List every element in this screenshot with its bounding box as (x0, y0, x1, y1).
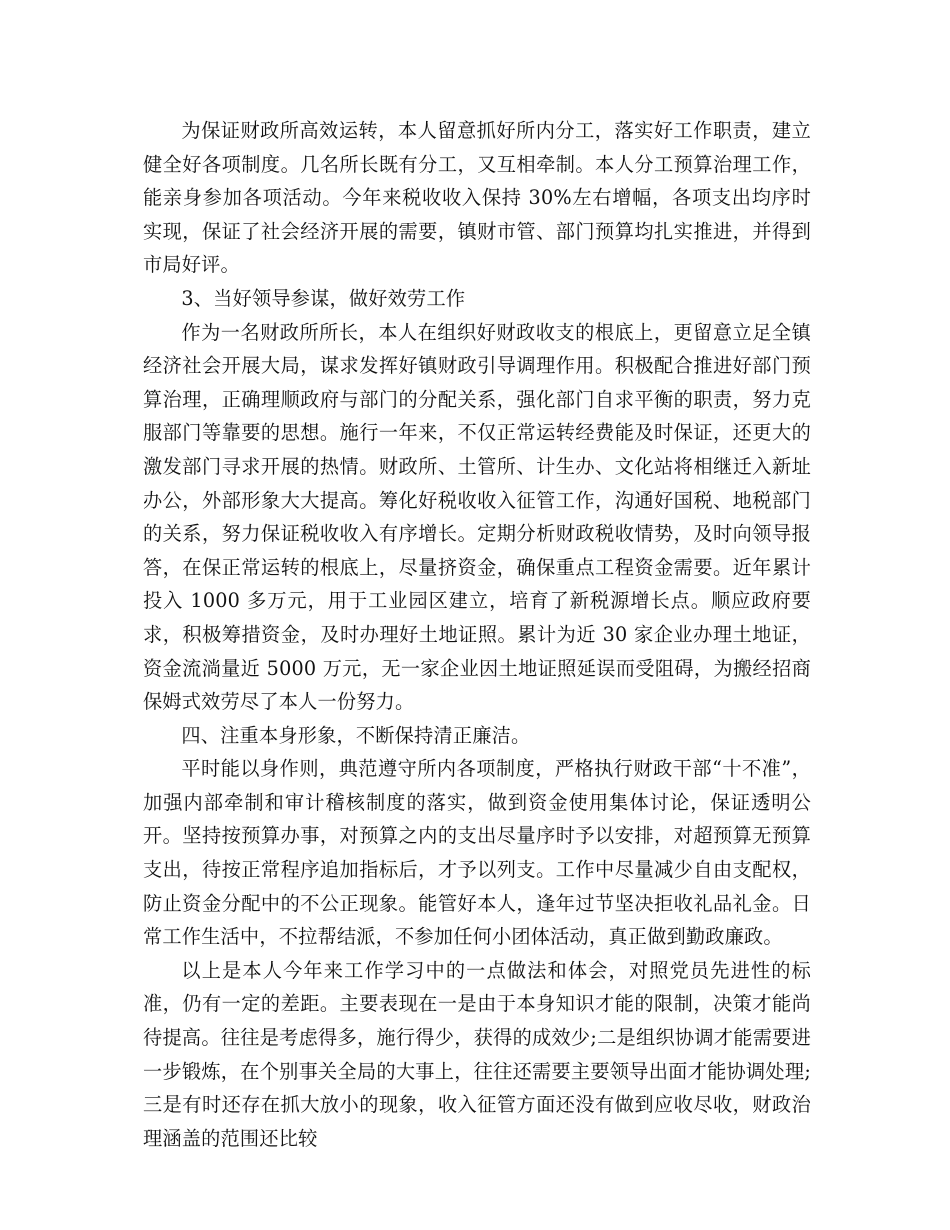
section-heading: 3、当好领导参谋，做好效劳工作 (181, 286, 466, 310)
body-paragraph: 作为一名财政所所长，本人在组织好财政收支的根底上，更留意立足全镇经济社会开展大局，谋求发挥好镇财政引导调理作用。积极配合推进好部门预算治理，正确理顺政府与部门的分配关系，强化部门自求平衡的职责，努力克服部门等靠要的思想。施行一年来，不仅正常运转经费能及时保证，还更大的激发部门寻求开展的热情。财政所、土管所、计生办、文化站将相继迁入新址办公，外部形象大大提高。筹化好税收收入征管工作，沟通好国税、地税部门的关系，努力保证税收收入有序增长。定期分析财政税收情势，及时向领导报答，在保正常运转的根底上，尽量挤资金，确保重点工程资金需要。近年累计投入 1000 多万元，用于工业园区建立，培育了新税源增长点。顺应政府要求，积极筹措资金，及时办理好土地证照。累计为近 30 家企业办理土地证，资金流淌量近 5000 万元，无一家企业因土地证照延误而受阻碍，为搬经招商保姆式效劳尽了本人一份努力。 (143, 320, 811, 714)
section-heading: 四、注重本身形象，不断保持清正廉洁。 (181, 723, 531, 747)
body-paragraph: 以上是本人今年来工作学习中的一点做法和体会，对照党员先进性的标准，仍有一定的差距。主要表现在一是由于本身知识才能的限制，决策才能尚待提高。往往是考虑得多，施行得少，获得的成效少;二是组织协调才能需要进一步锻炼，在个别事关全局的大事上，往往还需要主要领导出面才能协调处理;三是有时还存在抓大放小的现象，收入征管方面还没有做到应收尽收，财政治理涵盖的范围还比较 (143, 958, 811, 1150)
body-paragraph: 为保证财政所高效运转，本人留意抓好所内分工，落实好工作职责，建立健全好各项制度。几名所长既有分工，又互相牵制。本人分工预算治理工作，能亲身参加各项活动。今年来税收收入保持 30%左右增幅，各项支出均序时实现，保证了社会经济开展的需要，镇财市管、部门预算均扎实推进，并得到市局好评。 (143, 119, 811, 277)
body-paragraph: 平时能以身作则，典范遵守所内各项制度，严格执行财政干部“十不准”，加强内部牵制和审计稽核制度的落实，做到资金使用集体讨论，保证透明公开。坚持按预算办事，对预算之内的支出尽量序时予以安排，对超预算无预算支出，待按正常程序追加指标后，才予以列支。工作中尽量减少自由支配权，防止资金分配中的不公正现象。能管好本人，逢年过节坚决拒收礼品礼金。日常工作生活中，不拉帮结派，不参加任何小团体活动，真正做到勤政廉政。 (143, 757, 811, 949)
document-page (143, 114, 811, 1155)
